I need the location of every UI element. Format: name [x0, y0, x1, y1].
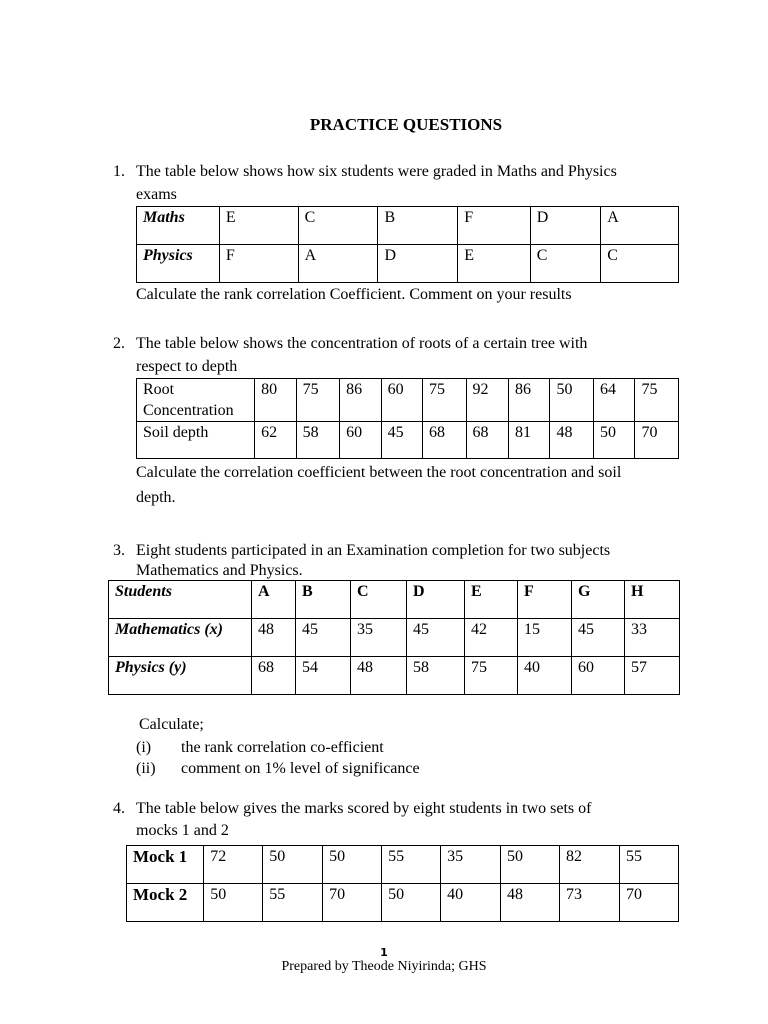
table-row — [127, 846, 679, 884]
table-cell: 92 — [466, 379, 508, 422]
table-cell: 48 — [252, 619, 296, 657]
column-header: A — [252, 581, 296, 619]
question-instruction: Calculate the rank correlation Coefficient. Comment on your results — [136, 286, 572, 304]
table-cell: 58 — [407, 657, 465, 695]
table-cell: 64 — [593, 379, 634, 422]
question-number: 2. — [113, 335, 125, 352]
table-cell: 82 — [560, 846, 620, 884]
calculate-block — [136, 714, 420, 779]
table-cell: 35 — [441, 846, 501, 884]
table-cell: 35 — [351, 619, 407, 657]
question-4 — [113, 797, 683, 842]
table-cell: 86 — [340, 379, 381, 422]
table-cell: C — [601, 245, 679, 283]
list-item-text: the rank correlation co-efficient — [181, 739, 384, 756]
table-cell: F — [219, 245, 298, 283]
question-instruction: depth. — [136, 489, 176, 507]
list-item-text: comment on 1% level of significance — [181, 760, 420, 777]
table-cell: 57 — [625, 657, 680, 695]
table-cell: 45 — [296, 619, 351, 657]
row-label: Physics (y) — [109, 657, 252, 695]
table-cell: D — [530, 207, 600, 245]
table-cell: 45 — [572, 619, 625, 657]
table-cell: C — [530, 245, 600, 283]
table-row — [137, 422, 679, 459]
students-table — [108, 580, 680, 695]
page-footer — [0, 946, 768, 976]
table-cell: B — [378, 207, 458, 245]
table-cell: 58 — [296, 422, 340, 459]
question-text: Eight students participated in an Examination completion for two subjects — [136, 542, 611, 559]
row-label: Mathematics (x) — [109, 619, 252, 657]
table-cell: 50 — [263, 846, 323, 884]
table-cell: 60 — [381, 379, 422, 422]
question-text: exams — [136, 186, 177, 204]
row-label: Mock 1 — [127, 846, 204, 884]
table-cell: 15 — [518, 619, 572, 657]
table-cell: 62 — [255, 422, 296, 459]
list-item-numeral: (ii) — [136, 760, 156, 777]
table-cell: A — [601, 207, 679, 245]
question-number: 4. — [113, 800, 125, 817]
table-cell: 50 — [204, 884, 263, 922]
row-label — [137, 379, 255, 422]
table-cell: 60 — [340, 422, 381, 459]
grades-table — [136, 206, 679, 283]
calculate-list — [136, 737, 420, 779]
row-label-line: Concentration — [143, 402, 234, 420]
question-2 — [113, 332, 683, 510]
table-cell: 68 — [466, 422, 508, 459]
table-row — [137, 207, 679, 245]
table-cell: 75 — [635, 379, 679, 422]
question-text: respect to depth — [136, 358, 238, 376]
table-cell: 40 — [518, 657, 572, 695]
table-cell: 75 — [296, 379, 340, 422]
row-label: Mock 2 — [127, 884, 204, 922]
question-text: mocks 1 and 2 — [136, 822, 229, 840]
table-cell: 50 — [382, 884, 441, 922]
question-number: 1. — [113, 163, 125, 180]
list-item — [136, 737, 420, 758]
page-title: PRACTICE QUESTIONS — [309, 115, 503, 134]
table-cell: 42 — [465, 619, 518, 657]
table-cell: 73 — [560, 884, 620, 922]
table-cell: 60 — [572, 657, 625, 695]
row-label: Physics — [137, 245, 220, 283]
question-text: The table below gives the marks scored by eight students in two sets of — [136, 800, 592, 817]
table-cell: 48 — [351, 657, 407, 695]
table-cell: A — [298, 245, 378, 283]
table-cell: 54 — [296, 657, 351, 695]
table-cell: 80 — [255, 379, 296, 422]
table-cell: 55 — [619, 846, 678, 884]
row-label: Soil depth — [137, 422, 255, 459]
column-header: D — [407, 581, 465, 619]
row-label: Students — [109, 581, 252, 619]
question-text: Mathematics and Physics. — [136, 562, 303, 580]
calculate-label: Calculate; — [139, 716, 204, 733]
table-cell: 70 — [323, 884, 382, 922]
table-cell: 70 — [635, 422, 679, 459]
table-cell: D — [378, 245, 458, 283]
page-number: 1 — [380, 946, 388, 959]
mocks-table — [126, 845, 679, 922]
column-header: C — [351, 581, 407, 619]
question-instruction: Calculate the correlation coefficient between the root concentration and soil — [136, 464, 622, 482]
table-cell: 45 — [381, 422, 422, 459]
column-header: E — [465, 581, 518, 619]
table-cell: E — [219, 207, 298, 245]
table-cell: 50 — [593, 422, 634, 459]
table-cell: F — [458, 207, 531, 245]
table-header-row — [109, 581, 680, 619]
table-cell: 86 — [509, 379, 550, 422]
row-label: Maths — [137, 207, 220, 245]
list-item — [136, 758, 420, 779]
question-text: The table below shows the concentration of roots of a certain tree with — [136, 335, 588, 352]
table-cell: 81 — [509, 422, 550, 459]
column-header: F — [518, 581, 572, 619]
question-1 — [113, 160, 683, 307]
column-header: H — [625, 581, 680, 619]
question-number: 3. — [113, 542, 125, 559]
column-header: B — [296, 581, 351, 619]
table-row — [109, 657, 680, 695]
row-label-line: Root — [143, 381, 175, 399]
table-cell: 70 — [619, 884, 678, 922]
column-header: G — [572, 581, 625, 619]
question-text: The table below shows how six students were graded in Maths and Physics — [136, 163, 617, 180]
table-cell: 33 — [625, 619, 680, 657]
table-row — [137, 245, 679, 283]
table-cell: 75 — [423, 379, 467, 422]
table-row — [109, 619, 680, 657]
table-cell: 50 — [323, 846, 382, 884]
table-row — [127, 884, 679, 922]
root-concentration-table — [136, 378, 679, 459]
footer-credit: Prepared by Theode Niyirinda; GHS — [281, 959, 487, 975]
table-cell: 48 — [501, 884, 560, 922]
table-cell: 75 — [465, 657, 518, 695]
table-cell: 48 — [550, 422, 594, 459]
table-cell: 68 — [423, 422, 467, 459]
table-cell: 55 — [382, 846, 441, 884]
table-cell: 40 — [441, 884, 501, 922]
list-item-numeral: (i) — [136, 739, 152, 756]
table-cell: E — [458, 245, 531, 283]
table-cell: 68 — [252, 657, 296, 695]
table-cell: 45 — [407, 619, 465, 657]
table-cell: 72 — [204, 846, 263, 884]
table-cell: C — [298, 207, 378, 245]
table-row — [137, 379, 679, 422]
table-cell: 50 — [501, 846, 560, 884]
table-cell: 55 — [263, 884, 323, 922]
table-cell: 50 — [550, 379, 594, 422]
question-3 — [113, 539, 683, 580]
